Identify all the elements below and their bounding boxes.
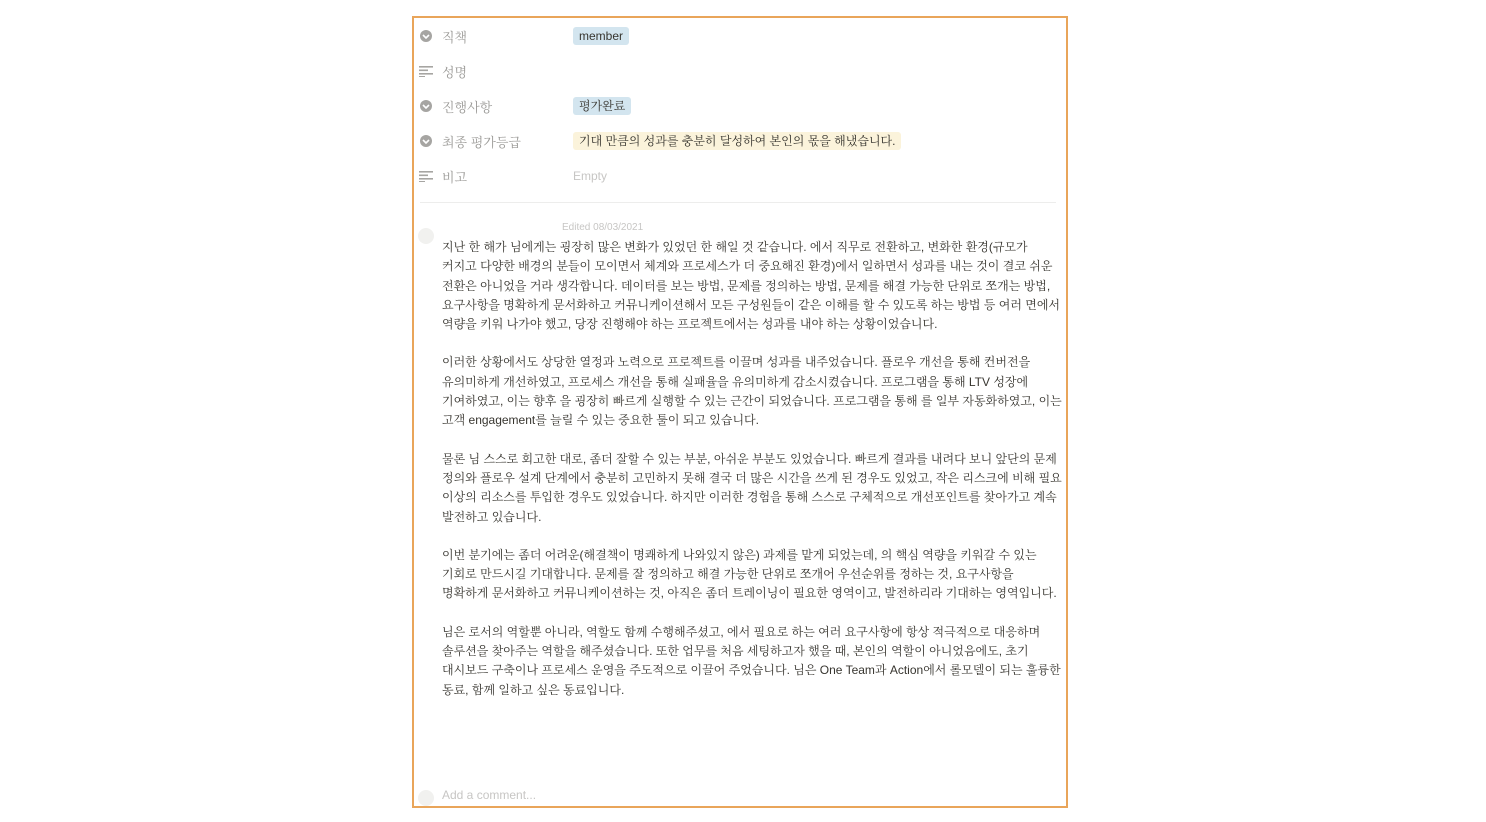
- property-name: 비고: [442, 169, 468, 185]
- property-name: 진행사항: [442, 99, 493, 115]
- add-comment-input[interactable]: Add a comment...: [442, 788, 537, 802]
- property-name: 성명: [442, 64, 468, 80]
- select-icon: [418, 133, 434, 149]
- select-icon: [418, 28, 434, 44]
- position-tag[interactable]: member: [573, 27, 629, 45]
- comment-paragraph: 이러한 상황에서도 상당한 열정과 노력으로 프로젝트를 이끌며 성과를 내주었습니다. 플로우 개선을 통해 컨버전을 유의미하게 개선하였고, 프로세스 개선을 통해 실패율을 유의미하게 감소시켰습니다. 프로그램을 통해 LTV 성장에 기여하였고, 이는 향후 을 굉장히 빠르게 실행할 수 있는 근간이 되었습니다. 프로그램을 통해 를 일부 자동화하였고, 이는 고객 engagement를 늘릴 수 있는 중요한 툴이 되고 있습니다.: [442, 355, 1062, 428]
- note-empty-value[interactable]: Empty: [573, 169, 608, 183]
- page-panel: [412, 16, 1068, 808]
- property-row-name[interactable]: [418, 59, 1058, 83]
- comment-body: [442, 238, 1062, 719]
- property-row-note[interactable]: [418, 164, 1058, 188]
- edited-timestamp: Edited 08/03/2021: [562, 222, 644, 233]
- comment-paragraph: 이번 분기에는 좀더 어려운(해결책이 명쾌하게 나와있지 않은) 과제를 맡게 되었는데, 의 핵심 역량을 키워갈 수 있는 기회로 만드시길 기대합니다. 문제를 잘 정의하고 해결 가능한 단위로 쪼개어 우선순위를 정하는 것, 요구사항을 명확하게 문서화하고 커뮤니케이션하는 것, 아직은 좀더 트레이닝이 필요한 영역이고, 발전하리라 기대하는 영역입니다.: [442, 547, 1057, 601]
- property-name: 최종 평가등급: [442, 134, 521, 150]
- property-row-position[interactable]: [418, 24, 1058, 48]
- avatar: [418, 228, 434, 244]
- comment-paragraph: 님은 로서의 역할뿐 아니라, 역할도 함께 수행해주셨고, 에서 필요로 하는 여러 요구사항에 항상 적극적으로 대응하며 솔루션을 찾아주는 역할을 해주셨습니다. 또한 업무를 처음 세팅하고자 했을 때, 본인의 역할이 아니었음에도, 초기 대시보드 구축이나 프로세스 운영을 주도적으로 이끌어 주었습니다. 님은 One Team과 Action에서 롤모델이 되는 훌륭한 동료, 함께 일하고 싶은 동료입니다.: [442, 624, 1061, 697]
- status-tag[interactable]: 평가완료: [573, 97, 631, 115]
- property-row-final-grade[interactable]: [418, 129, 1058, 153]
- text-icon: [418, 168, 434, 184]
- comment-paragraph: 물론 님 스스로 회고한 대로, 좀더 잘할 수 있는 부분, 아쉬운 부분도 있었습니다. 빠르게 결과를 내려다 보니 앞단의 문제 정의와 플로우 설계 단계에서 충분히 고민하지 못해 결국 더 많은 시간을 쓰게 된 경우도 있었고, 작은 리스크에 비해 필요 이상의 리소스를 투입한 경우도 있었습니다. 하지만 이러한 경험을 통해 스스로 구체적으로 개선포인트를 찾아가고 계속 발전하고 있습니다.: [442, 451, 1062, 524]
- divider: [420, 202, 1056, 203]
- grade-tag[interactable]: 기대 만큼의 성과를 충분히 달성하여 본인의 몫을 해냈습니다.: [573, 132, 901, 150]
- text-icon: [418, 63, 434, 79]
- comment-paragraph: 지난 한 해가 님에게는 굉장히 많은 변화가 있었던 한 해일 것 같습니다. 에서 직무로 전환하고, 변화한 환경(규모가 커지고 다양한 배경의 분들이 모이면서 체계와 프로세스가 더 중요해진 환경)에서 일하면서 성과를 내는 것이 결코 쉬운 전환은 아니었을 거라 생각합니다. 데이터를 보는 방법, 문제를 정의하는 방법, 문제를 해결 가능한 단위로 쪼개는 방법, 요구사항을 명확하게 문서화하고 커뮤니케이션해서 모든 구성원들이 같은 이해를 할 수 있도록 하는 방법 등 여러 면에서 역량을 키워 나가야 했고, 당장 진행해야 하는 프로젝트에서는 성과를 내야 하는 상황이었습니다.: [442, 240, 1061, 332]
- property-name: 직책: [442, 29, 468, 45]
- property-row-status[interactable]: [418, 94, 1058, 118]
- select-icon: [418, 98, 434, 114]
- avatar: [418, 790, 434, 806]
